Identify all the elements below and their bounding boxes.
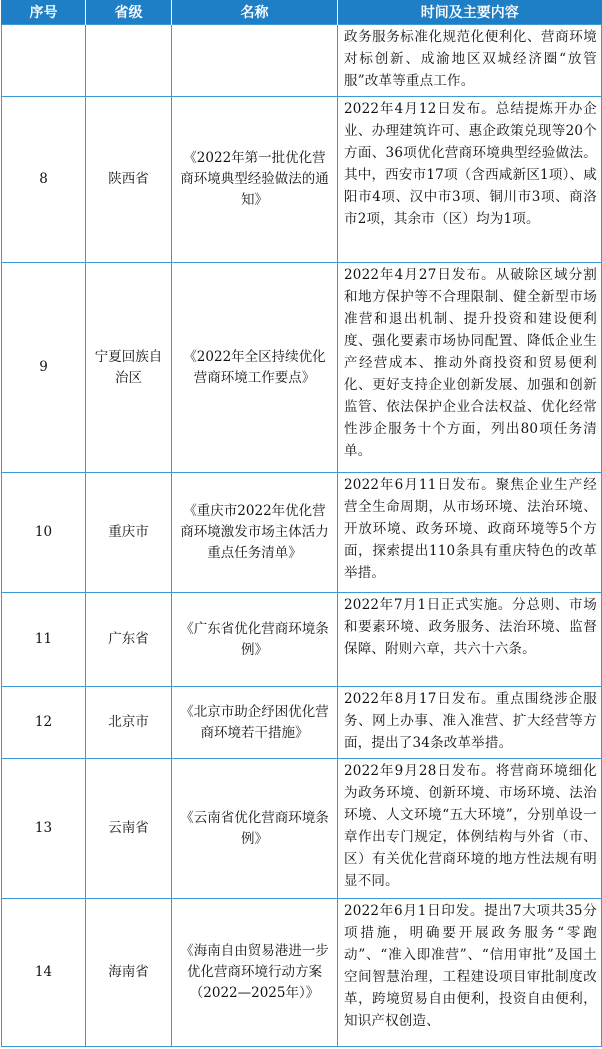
table-row bbox=[2, 25, 602, 97]
content-cell: 2022年8月17日发布。重点围绕涉企服务、网上办事、准入准营、扩大经营等方面，提出了34条改革举措。 bbox=[338, 687, 602, 759]
table-row bbox=[2, 97, 602, 263]
seq-cell: 9 bbox=[2, 263, 86, 473]
table-header bbox=[2, 0, 602, 25]
header-content: 时间及主要内容 bbox=[338, 0, 602, 25]
title-cell: 《2022年全区持续优化营商环境工作要点》 bbox=[172, 263, 338, 473]
content-cell: 政务服务标准化规范化便利化、营商环境对标创新、成渝地区双城经济圈“放管服”改革等重点工作。 bbox=[338, 25, 602, 97]
province-cell: 重庆市 bbox=[86, 473, 172, 593]
content-cell: 2022年4月27日发布。从破除区域分割和地方保护等不合理限制、健全新型市场准营和退出机制、提升投资和建设便利度、强化要素市场协同配置、降低企业生产经营成本、推动外商投资和贸易便利化、更好支持企业创新发展、加强和创新监管、依法保护企业合法权益、优化经常性涉企服务十个方面，列出80项任务清单。 bbox=[338, 263, 602, 473]
content-cell: 2022年7月1日正式实施。分总则、市场和要素环境、政务服务、法治环境、监督保障、附则六章，共六十六条。 bbox=[338, 593, 602, 687]
header-row bbox=[2, 0, 602, 25]
province-cell: 陕西省 bbox=[86, 97, 172, 263]
seq-cell: 10 bbox=[2, 473, 86, 593]
seq-cell: 14 bbox=[2, 899, 86, 1047]
seq-cell: 13 bbox=[2, 759, 86, 899]
title-cell: 《北京市助企纾困优化营商环境若干措施》 bbox=[172, 687, 338, 759]
table-row bbox=[2, 263, 602, 473]
content-cell: 2022年6月11日发布。聚焦企业生产经营全生命周期，从市场环境、法治环境、开放环境、政务环境、政商环境等5个方面，探索提出110条具有重庆特色的改革举措。 bbox=[338, 473, 602, 593]
title-cell: 《广东省优化营商环境条例》 bbox=[172, 593, 338, 687]
title-cell: 《海南自由贸易港进一步优化营商环境行动方案（2022—2025年）》 bbox=[172, 899, 338, 1047]
title-cell: 《重庆市2022年优化营商环境激发市场主体活力重点任务清单》 bbox=[172, 473, 338, 593]
table-row bbox=[2, 593, 602, 687]
province-cell: 北京市 bbox=[86, 687, 172, 759]
province-cell: 广东省 bbox=[86, 593, 172, 687]
content-cell: 2022年9月28日发布。将营商环境细化为政务环境、创新环境、市场环境、法治环境、人文环境“五大环境”，分别单设一章作出专门规定，体例结构与外省（市、区）有关优化营商环境的地方性法规有明显不同。 bbox=[338, 759, 602, 899]
content-cell: 2022年4月12日发布。总结提炼开办企业、办理建筑许可、惠企政策兑现等20个方面、36项优化营商环境典型经验做法。其中，西安市17项（含西咸新区1项）、咸阳市4项、汉中市3项、铜川市3项、商洛市2项，其余市（区）均为1项。 bbox=[338, 97, 602, 263]
header-seq: 序号 bbox=[2, 0, 86, 25]
table-row bbox=[2, 687, 602, 759]
seq-cell: 12 bbox=[2, 687, 86, 759]
province-cell bbox=[86, 25, 172, 97]
province-cell: 宁夏回族自治区 bbox=[86, 263, 172, 473]
title-cell: 《2022年第一批优化营商环境典型经验做法的通知》 bbox=[172, 97, 338, 263]
title-cell bbox=[172, 25, 338, 97]
content-cell: 2022年6月1日印发。提出7大项共35分项措施，明确要开展政务服务“零跑动”、“准入即准营”、“信用审批”及国土空间智慧治理，工程建设项目审批制度改革，跨境贸易自由便利，投资自由便利，知识产权创造、 bbox=[338, 899, 602, 1047]
header-province: 省级 bbox=[86, 0, 172, 25]
title-cell: 《云南省优化营商环境条例》 bbox=[172, 759, 338, 899]
policy-table bbox=[1, 0, 602, 1047]
province-cell: 云南省 bbox=[86, 759, 172, 899]
table-row bbox=[2, 473, 602, 593]
table-body bbox=[2, 25, 602, 1047]
province-cell: 海南省 bbox=[86, 899, 172, 1047]
header-title: 名称 bbox=[172, 0, 338, 25]
seq-cell: 11 bbox=[2, 593, 86, 687]
seq-cell: 8 bbox=[2, 97, 86, 263]
table-row bbox=[2, 759, 602, 899]
seq-cell bbox=[2, 25, 86, 97]
table-row bbox=[2, 899, 602, 1047]
